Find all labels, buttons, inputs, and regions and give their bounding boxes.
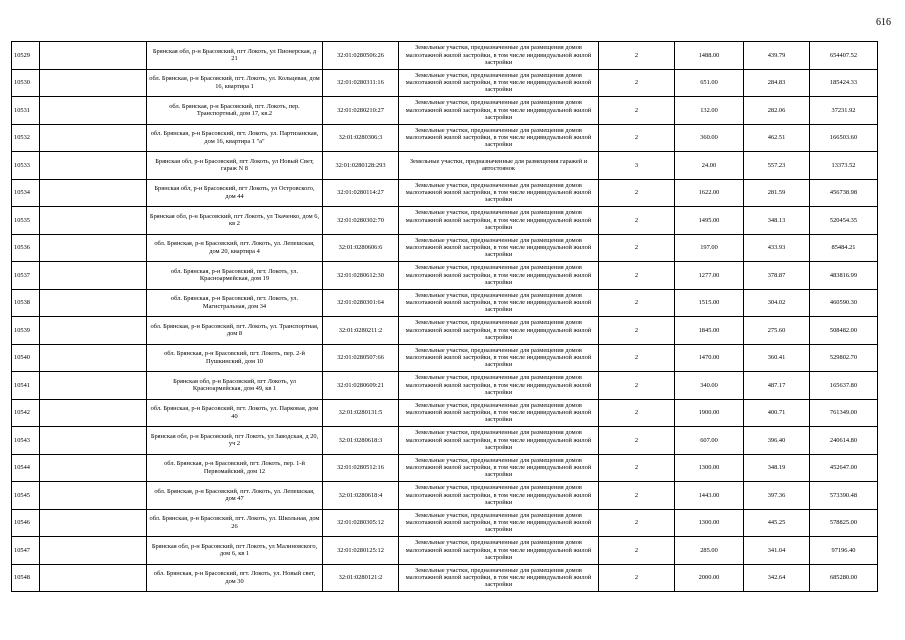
category-cell: 2 (599, 179, 675, 207)
address-cell: Брянская обл, р-н Брасовский, пгт Локоть, ул Островского, дом 44 (147, 179, 323, 207)
specific-value-cell: 348.13 (744, 207, 810, 235)
land-use-cell: Земельные участки, предназначенные для размещения домов малоэтажной жилой застройки, в том числе индивидуальной жилой застройки (399, 97, 599, 125)
category-cell: 2 (599, 262, 675, 290)
table-row (12, 399, 878, 427)
specific-value-cell: 281.59 (744, 179, 810, 207)
address-cell: обл. Брянская, р-н Брасовский, пгт. Локоть, ул. Красноармейская, дом 19 (147, 262, 323, 290)
cadastral-value-cell: 460590.30 (810, 289, 878, 317)
cadastral-value-cell: 578825.00 (810, 509, 878, 537)
cadastral-value-cell: 685280.00 (810, 564, 878, 592)
table-row (12, 482, 878, 510)
land-use-cell: Земельные участки, предназначенные для размещения домов малоэтажной жилой застройки, в том числе индивидуальной жилой застройки (399, 207, 599, 235)
land-use-cell: Земельные участки, предназначенные для размещения домов малоэтажной жилой застройки, в том числе индивидуальной жилой застройки (399, 537, 599, 565)
land-use-cell: Земельные участки, предназначенные для размещения домов малоэтажной жилой застройки, в том числе индивидуальной жилой застройки (399, 262, 599, 290)
land-use-cell: Земельные участки, предназначенные для размещения домов малоэтажной жилой застройки, в том числе индивидуальной жилой застройки (399, 482, 599, 510)
category-cell: 2 (599, 537, 675, 565)
land-use-cell: Земельные участки, предназначенные для размещения домов малоэтажной жилой застройки, в том числе индивидуальной жилой застройки (399, 234, 599, 262)
address-cell: Брянская обл, р-н Брасовский, пгт Локоть, ул Малиновского, дом 6, кв 1 (147, 537, 323, 565)
row-number-cell: 10542 (12, 399, 40, 427)
land-use-cell: Земельные участки, предназначенные для размещения домов малоэтажной жилой застройки, в том числе индивидуальной жилой застройки (399, 317, 599, 345)
cadastral-number-cell: 32:01:0280618:4 (323, 482, 399, 510)
category-cell: 2 (599, 69, 675, 97)
row-number-cell: 10534 (12, 179, 40, 207)
empty-cell (40, 454, 147, 482)
page-number: 616 (876, 17, 891, 28)
row-number-cell: 10548 (12, 564, 40, 592)
row-number-cell: 10541 (12, 372, 40, 400)
address-cell: обл. Брянская, р-н Брасовский, пгт. Локоть, ул. Магистральная, дом 34 (147, 289, 323, 317)
cadastral-value-cell: 761349.00 (810, 399, 878, 427)
cadastral-number-cell: 32:01:0280506:26 (323, 42, 399, 70)
row-number-cell: 10536 (12, 234, 40, 262)
cadastral-value-cell: 452647.00 (810, 454, 878, 482)
empty-cell (40, 427, 147, 455)
cadastral-value-cell: 483816.99 (810, 262, 878, 290)
row-number-cell: 10546 (12, 509, 40, 537)
table-row (12, 454, 878, 482)
specific-value-cell: 439.79 (744, 42, 810, 70)
category-cell: 2 (599, 344, 675, 372)
area-cell: 1515.00 (675, 289, 744, 317)
specific-value-cell: 397.36 (744, 482, 810, 510)
row-number-cell: 10529 (12, 42, 40, 70)
category-cell: 2 (599, 482, 675, 510)
specific-value-cell: 341.04 (744, 537, 810, 565)
land-use-cell: Земельные участки, предназначенные для размещения домов малоэтажной жилой застройки, в том числе индивидуальной жилой застройки (399, 427, 599, 455)
address-cell: Брянская обл, р-н Брасовский, пгт Локоть, ул Ткаченко, дом 6, кв 2 (147, 207, 323, 235)
area-cell: 285.00 (675, 537, 744, 565)
specific-value-cell: 360.41 (744, 344, 810, 372)
land-use-cell: Земельные участки, предназначенные для размещения домов малоэтажной жилой застройки, в том числе индивидуальной жилой застройки (399, 42, 599, 70)
cadastral-value-cell: 508482.00 (810, 317, 878, 345)
specific-value-cell: 396.40 (744, 427, 810, 455)
address-cell: обл. Брянская, р-н Брасовский, пгт. Локоть, пер. Транспортный, дом 17, кв.2 (147, 97, 323, 125)
cadastral-number-cell: 32:01:0280305:12 (323, 509, 399, 537)
area-cell: 2000.00 (675, 564, 744, 592)
table-row (12, 42, 878, 70)
specific-value-cell: 433.93 (744, 234, 810, 262)
land-use-cell: Земельные участки, предназначенные для размещения домов малоэтажной жилой застройки, в том числе индивидуальной жилой застройки (399, 179, 599, 207)
empty-cell (40, 42, 147, 70)
land-use-cell: Земельные участки, предназначенные для размещения домов малоэтажной жилой застройки, в том числе индивидуальной жилой застройки (399, 509, 599, 537)
empty-cell (40, 97, 147, 125)
table-row (12, 564, 878, 592)
table-row (12, 179, 878, 207)
area-cell: 1277.00 (675, 262, 744, 290)
table-row (12, 262, 878, 290)
address-cell: Брянская обл, р-н Брасовский, пгт Локоть, ул Красноармейская, дом 49, кв 1 (147, 372, 323, 400)
address-cell: обл. Брянская, р-н Брасовский, пгт. Локоть, ул. Школьная, дом 26 (147, 509, 323, 537)
area-cell: 197.00 (675, 234, 744, 262)
specific-value-cell: 342.64 (744, 564, 810, 592)
table-row (12, 69, 878, 97)
area-cell: 132.00 (675, 97, 744, 125)
cadastral-number-cell: 32:01:0280114:27 (323, 179, 399, 207)
cadastral-value-cell: 13373.52 (810, 152, 878, 180)
cadastral-value-cell: 529802.70 (810, 344, 878, 372)
area-cell: 1488.00 (675, 42, 744, 70)
category-cell: 2 (599, 372, 675, 400)
land-use-cell: Земельные участки, предназначенные для размещения домов малоэтажной жилой застройки, в том числе индивидуальной жилой застройки (399, 454, 599, 482)
land-use-cell: Земельные участки, предназначенные для размещения домов малоэтажной жилой застройки, в том числе индивидуальной жилой застройки (399, 399, 599, 427)
cadastral-number-cell: 32:01:0280211:2 (323, 317, 399, 345)
category-cell: 2 (599, 207, 675, 235)
specific-value-cell: 284.83 (744, 69, 810, 97)
cadastral-number-cell: 32:01:0280512:16 (323, 454, 399, 482)
area-cell: 607.00 (675, 427, 744, 455)
specific-value-cell: 487.17 (744, 372, 810, 400)
empty-cell (40, 234, 147, 262)
land-use-cell: Земельные участки, предназначенные для размещения домов малоэтажной жилой застройки, в том числе индивидуальной жилой застройки (399, 564, 599, 592)
specific-value-cell: 378.87 (744, 262, 810, 290)
category-cell: 2 (599, 509, 675, 537)
cadastral-value-cell: 573390.48 (810, 482, 878, 510)
address-cell: обл. Брянская, р-н Брасовский, пгт. Локоть, ул. Новый свет, дом 30 (147, 564, 323, 592)
area-cell: 360.00 (675, 124, 744, 152)
address-cell: обл. Брянская, р-н Брасовский, пгт. Локоть, ул. Кольцевая, дом 16, квартира 1 (147, 69, 323, 97)
table-row (12, 124, 878, 152)
area-cell: 1495.00 (675, 207, 744, 235)
table-body (12, 42, 878, 592)
cadastral-value-cell: 240614.80 (810, 427, 878, 455)
area-cell: 1300.00 (675, 454, 744, 482)
cadastral-number-cell: 32:01:0280507:66 (323, 344, 399, 372)
empty-cell (40, 344, 147, 372)
category-cell: 2 (599, 427, 675, 455)
table-row (12, 97, 878, 125)
address-cell: обл. Брянская, р-н Брасовский, пгт. Локоть, пер. 1-й Первомайский, дом 12 (147, 454, 323, 482)
area-cell: 1300.00 (675, 509, 744, 537)
cadastral-value-cell: 166503.60 (810, 124, 878, 152)
cadastral-number-cell: 32:01:0280125:12 (323, 537, 399, 565)
category-cell: 2 (599, 289, 675, 317)
cadastral-value-cell: 85484.21 (810, 234, 878, 262)
category-cell: 2 (599, 124, 675, 152)
category-cell: 2 (599, 234, 675, 262)
specific-value-cell: 275.60 (744, 317, 810, 345)
empty-cell (40, 289, 147, 317)
land-plots-table (11, 41, 878, 592)
address-cell: обл. Брянская, р-н Брасовский, пгт. Локоть, ул. Партизанская, дом 16, квартира 1 "а" (147, 124, 323, 152)
empty-cell (40, 482, 147, 510)
cadastral-number-cell: 32:01:0280612:30 (323, 262, 399, 290)
cadastral-value-cell: 520454.35 (810, 207, 878, 235)
cadastral-value-cell: 185424.33 (810, 69, 878, 97)
row-number-cell: 10531 (12, 97, 40, 125)
specific-value-cell: 400.71 (744, 399, 810, 427)
table-row (12, 344, 878, 372)
specific-value-cell: 557.23 (744, 152, 810, 180)
empty-cell (40, 179, 147, 207)
cadastral-value-cell: 654407.52 (810, 42, 878, 70)
area-cell: 1443.00 (675, 482, 744, 510)
empty-cell (40, 69, 147, 97)
row-number-cell: 10543 (12, 427, 40, 455)
cadastral-number-cell: 32:01:0280128:293 (323, 152, 399, 180)
table-row (12, 509, 878, 537)
table-row (12, 537, 878, 565)
category-cell: 2 (599, 42, 675, 70)
row-number-cell: 10530 (12, 69, 40, 97)
row-number-cell: 10535 (12, 207, 40, 235)
cadastral-value-cell: 97196.40 (810, 537, 878, 565)
land-use-cell: Земельные участки, предназначенные для размещения гаражей и автостоянок (399, 152, 599, 180)
row-number-cell: 10547 (12, 537, 40, 565)
row-number-cell: 10545 (12, 482, 40, 510)
address-cell: обл. Брянская, р-н Брасовский, пгт. Локоть, пер. 2-й Пушкинский, дом 10 (147, 344, 323, 372)
row-number-cell: 10538 (12, 289, 40, 317)
area-cell: 651.00 (675, 69, 744, 97)
cadastral-number-cell: 32:01:0280311:16 (323, 69, 399, 97)
cadastral-value-cell: 456738.98 (810, 179, 878, 207)
table-row (12, 317, 878, 345)
empty-cell (40, 372, 147, 400)
cadastral-number-cell: 32:01:0280121:2 (323, 564, 399, 592)
category-cell: 2 (599, 454, 675, 482)
empty-cell (40, 509, 147, 537)
empty-cell (40, 399, 147, 427)
address-cell: обл. Брянская, р-н Брасовский, пгт. Локоть, ул. Лепешская, дом 47 (147, 482, 323, 510)
cadastral-number-cell: 32:01:0280306:3 (323, 124, 399, 152)
table-row (12, 427, 878, 455)
empty-cell (40, 317, 147, 345)
cadastral-number-cell: 32:01:0280301:64 (323, 289, 399, 317)
category-cell: 2 (599, 97, 675, 125)
specific-value-cell: 348.19 (744, 454, 810, 482)
cadastral-value-cell: 165637.80 (810, 372, 878, 400)
empty-cell (40, 262, 147, 290)
row-number-cell: 10537 (12, 262, 40, 290)
row-number-cell: 10533 (12, 152, 40, 180)
row-number-cell: 10540 (12, 344, 40, 372)
empty-cell (40, 152, 147, 180)
category-cell: 2 (599, 564, 675, 592)
land-use-cell: Земельные участки, предназначенные для размещения домов малоэтажной жилой застройки, в том числе индивидуальной жилой застройки (399, 124, 599, 152)
table-row (12, 234, 878, 262)
specific-value-cell: 304.02 (744, 289, 810, 317)
land-use-cell: Земельные участки, предназначенные для размещения домов малоэтажной жилой застройки, в том числе индивидуальной жилой застройки (399, 289, 599, 317)
cadastral-number-cell: 32:01:0280609:21 (323, 372, 399, 400)
row-number-cell: 10544 (12, 454, 40, 482)
address-cell: обл. Брянская, р-н Брасовский, пгт. Локоть, ул. Транспортная, дом 8 (147, 317, 323, 345)
empty-cell (40, 124, 147, 152)
area-cell: 340.00 (675, 372, 744, 400)
cadastral-number-cell: 32:01:0280302:70 (323, 207, 399, 235)
specific-value-cell: 282.06 (744, 97, 810, 125)
area-cell: 1900.00 (675, 399, 744, 427)
land-use-cell: Земельные участки, предназначенные для размещения домов малоэтажной жилой застройки, в том числе индивидуальной жилой застройки (399, 69, 599, 97)
table-row (12, 289, 878, 317)
address-cell: Брянская обл, р-н Брасовский, пгт Локоть, ул Заводская, д 20, уч 2 (147, 427, 323, 455)
address-cell: обл. Брянская, р-н Брасовский, пгт. Локоть, ул. Парковая, дом 40 (147, 399, 323, 427)
area-cell: 1622.00 (675, 179, 744, 207)
empty-cell (40, 207, 147, 235)
specific-value-cell: 445.25 (744, 509, 810, 537)
table-row (12, 207, 878, 235)
category-cell: 2 (599, 317, 675, 345)
cadastral-number-cell: 32:01:0280618:3 (323, 427, 399, 455)
address-cell: Брянская обл, р-н Брасовский, пгт Локоть, ул Новый Свет, гараж N 8 (147, 152, 323, 180)
specific-value-cell: 462.51 (744, 124, 810, 152)
land-use-cell: Земельные участки, предназначенные для размещения домов малоэтажной жилой застройки, в том числе индивидуальной жилой застройки (399, 344, 599, 372)
empty-cell (40, 564, 147, 592)
category-cell: 2 (599, 399, 675, 427)
cadastral-number-cell: 32:01:0280606:6 (323, 234, 399, 262)
table-row (12, 372, 878, 400)
area-cell: 1845.00 (675, 317, 744, 345)
cadastral-number-cell: 32:01:0280131:5 (323, 399, 399, 427)
empty-cell (40, 537, 147, 565)
category-cell: 3 (599, 152, 675, 180)
table-row (12, 152, 878, 180)
land-use-cell: Земельные участки, предназначенные для размещения домов малоэтажной жилой застройки, в том числе индивидуальной жилой застройки (399, 372, 599, 400)
address-cell: Брянская обл, р-н Брасовский, пгт Локоть, ул Пионерская, д 21 (147, 42, 323, 70)
cadastral-number-cell: 32:01:0280210:27 (323, 97, 399, 125)
row-number-cell: 10539 (12, 317, 40, 345)
area-cell: 1470.00 (675, 344, 744, 372)
area-cell: 24.00 (675, 152, 744, 180)
row-number-cell: 10532 (12, 124, 40, 152)
cadastral-value-cell: 37231.92 (810, 97, 878, 125)
address-cell: обл. Брянская, р-н Брасовский, пгт. Локоть, ул. Лепешская, дом 20, квартира 4 (147, 234, 323, 262)
